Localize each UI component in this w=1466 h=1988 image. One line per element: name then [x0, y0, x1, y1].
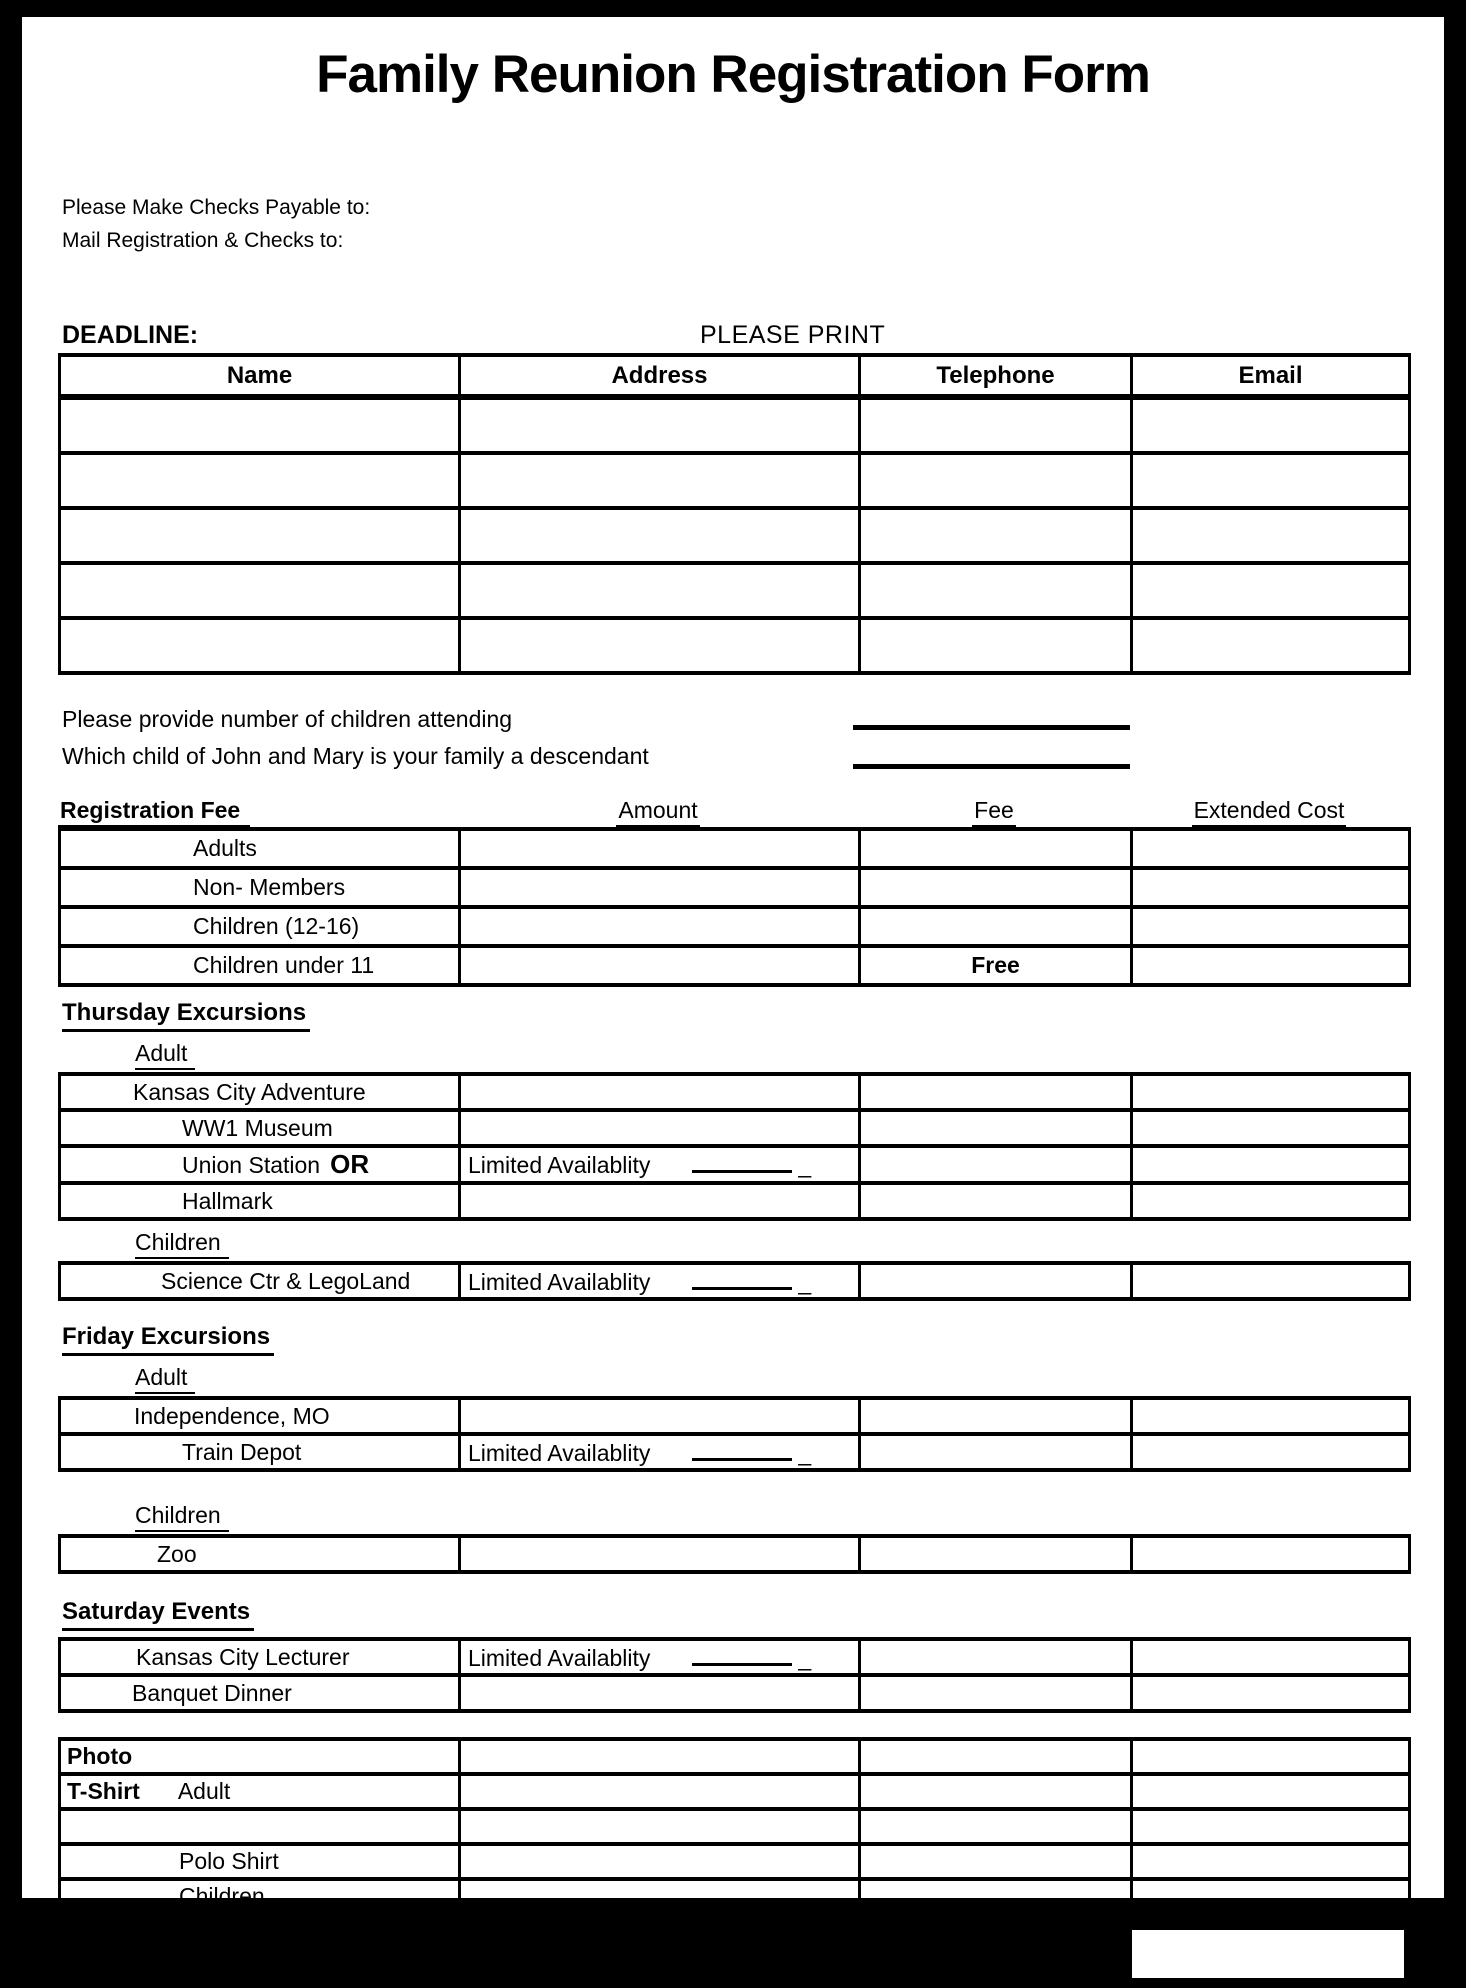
merch-children-label: Children [60, 1879, 460, 1914]
amount-cell[interactable] [460, 1774, 860, 1809]
extended-cost-column-label: Extended Cost [1192, 797, 1347, 827]
amount-cell[interactable] [460, 1809, 860, 1844]
amount-cell[interactable] [460, 1739, 860, 1774]
extended-cost-cell[interactable] [1132, 1809, 1410, 1844]
fee-cell[interactable] [860, 907, 1132, 946]
contact-cell-address[interactable] [460, 453, 860, 508]
amount-cell[interactable] [460, 1844, 860, 1879]
limited-availability-blank[interactable] [692, 1438, 792, 1461]
extended-cost-cell[interactable] [1132, 1639, 1410, 1675]
fee-cell[interactable] [860, 1675, 1132, 1711]
amount-column-label: Amount [616, 797, 699, 827]
limited-availability-note: Limited Availablity _ [460, 1639, 860, 1675]
contact-row [60, 618, 1410, 673]
contact-cell-telephone[interactable] [860, 397, 1132, 453]
excursion-row [60, 1074, 1410, 1110]
excursion-row [60, 1536, 1410, 1572]
contact-cell-telephone[interactable] [860, 618, 1132, 673]
fee-cell[interactable] [860, 829, 1132, 868]
friday-children-table [58, 1534, 1411, 1574]
limited-availability-blank[interactable] [692, 1150, 792, 1173]
polo-shirt-label: Polo Shirt [60, 1844, 460, 1879]
event-row [60, 1675, 1410, 1711]
amount-cell[interactable] [460, 1074, 860, 1110]
fee-cell[interactable] [860, 1739, 1132, 1774]
fee-column-label: Fee [972, 797, 1016, 827]
tshirt-adult-sublabel: Adult [177, 1778, 231, 1804]
registration-fee-section-label: Registration Fee [58, 797, 250, 828]
questions-block [62, 701, 1444, 777]
contact-cell-name[interactable] [60, 563, 460, 618]
extended-cost-cell[interactable] [1132, 1536, 1410, 1572]
fee-cell[interactable] [860, 868, 1132, 907]
children-attending-question: Please provide number of children attending [62, 706, 513, 732]
limited-availability-note: Limited Availablity _ [460, 1146, 860, 1183]
fee-cell[interactable] [860, 1110, 1132, 1146]
limited-availability-blank[interactable] [692, 1643, 792, 1666]
total-box[interactable] [1128, 1926, 1408, 1982]
extended-cost-cell[interactable] [1132, 1183, 1410, 1219]
merch-row [60, 1809, 1410, 1844]
excursion-row [60, 1183, 1410, 1219]
fee-cell[interactable] [860, 1536, 1132, 1572]
intro-block [62, 191, 1444, 257]
amount-cell[interactable] [460, 1536, 860, 1572]
excursion-row-label: WW1 Museum [60, 1110, 460, 1146]
registration-row [60, 907, 1410, 946]
amount-cell[interactable] [460, 1110, 860, 1146]
fee-cell[interactable] [860, 1639, 1132, 1675]
contact-header-telephone: Telephone [860, 355, 1132, 397]
total-label: TOTAL [973, 1934, 1071, 1969]
registration-row-label: Children (12-16) [60, 907, 460, 946]
contact-header-row [60, 355, 1410, 397]
photo-label: Photo [60, 1739, 460, 1774]
descendant-question: Which child of John and Mary is your family a descendant [62, 743, 649, 769]
fee-cell[interactable] [860, 1434, 1132, 1470]
excursion-row-label: Science Ctr & LegoLand [60, 1263, 460, 1299]
contact-row [60, 453, 1410, 508]
fee-cell[interactable] [860, 1146, 1132, 1183]
fee-cell[interactable] [860, 1074, 1132, 1110]
extended-cost-cell[interactable] [1132, 1398, 1410, 1434]
registration-row [60, 829, 1410, 868]
merch-empty-label-cell[interactable] [60, 1809, 460, 1844]
event-row-label: Kansas City Lecturer [60, 1639, 460, 1675]
contact-cell-address[interactable] [460, 397, 860, 453]
friday-excursions-heading: Friday Excursions [62, 1323, 1444, 1356]
fee-cell[interactable] [860, 1844, 1132, 1879]
registration-fee-header [58, 797, 1408, 825]
contact-cell-email[interactable] [1132, 397, 1410, 453]
registration-table [58, 827, 1411, 987]
contact-cell-address[interactable] [460, 563, 860, 618]
contact-cell-email[interactable] [1132, 618, 1410, 673]
registration-row [60, 868, 1410, 907]
deadline-label: DEADLINE: [62, 321, 199, 349]
friday-children-sublabel: Children [135, 1502, 1444, 1532]
excursion-row [60, 1263, 1410, 1299]
contact-header-email: Email [1132, 355, 1410, 397]
excursion-row [60, 1110, 1410, 1146]
merch-row [60, 1879, 1410, 1914]
contact-header-name: Name [60, 355, 460, 397]
contact-cell-name[interactable] [60, 508, 460, 563]
extended-cost-cell[interactable] [1132, 1675, 1410, 1711]
excursion-row-label: Union Station OR [60, 1146, 460, 1183]
fee-cell[interactable] [860, 1263, 1132, 1299]
please-print-label: PLEASE PRINT [700, 321, 886, 349]
extended-cost-cell[interactable] [1132, 1074, 1410, 1110]
thursday-adult-table [58, 1072, 1411, 1221]
limited-availability-note: Limited Availablity _ [460, 1434, 860, 1470]
form-page [22, 17, 1444, 1969]
excursion-row-label: Train Depot [60, 1434, 460, 1470]
extended-cost-cell[interactable] [1132, 1774, 1410, 1809]
or-conjunction: OR [330, 1149, 370, 1179]
contact-cell-name[interactable] [60, 453, 460, 508]
limited-availability-note: Limited Availablity _ [460, 1263, 860, 1299]
merch-row [60, 1774, 1410, 1809]
registration-row-label: Non- Members [60, 868, 460, 907]
total-row [58, 1918, 1408, 1988]
extended-cost-cell[interactable] [1132, 907, 1410, 946]
friday-adult-table [58, 1396, 1411, 1472]
contact-cell-email[interactable] [1132, 508, 1410, 563]
limited-availability-blank[interactable] [692, 1267, 792, 1290]
contact-cell-telephone[interactable] [860, 453, 1132, 508]
extended-cost-cell[interactable] [1132, 829, 1410, 868]
page-title: Family Reunion Registration Form [316, 45, 1150, 104]
fee-cell[interactable] [860, 1879, 1132, 1914]
amount-cell[interactable] [460, 868, 860, 907]
amount-cell[interactable] [460, 1398, 860, 1434]
extended-cost-cell[interactable] [1132, 1844, 1410, 1879]
friday-adult-sublabel: Adult [135, 1364, 1444, 1394]
extended-cost-cell[interactable] [1132, 868, 1410, 907]
extended-cost-cell[interactable] [1132, 1434, 1410, 1470]
extended-cost-cell[interactable] [1132, 1110, 1410, 1146]
excursion-row-label: Zoo [60, 1536, 460, 1572]
fee-cell[interactable] [860, 1809, 1132, 1844]
excursion-row-label: Kansas City Adventure [60, 1074, 460, 1110]
registration-row-label: Adults [60, 829, 460, 868]
thursday-adult-sublabel: Adult [135, 1040, 1444, 1070]
saturday-events-table [58, 1637, 1411, 1713]
amount-cell[interactable] [460, 946, 860, 985]
excursion-row [60, 1434, 1410, 1470]
excursion-row-label: Hallmark [60, 1183, 460, 1219]
fee-cell[interactable] [860, 1398, 1132, 1434]
contact-cell-address[interactable] [460, 508, 860, 563]
excursion-row [60, 1146, 1410, 1183]
thursday-children-sublabel: Children [135, 1229, 1444, 1259]
fee-cell[interactable] [860, 1774, 1132, 1809]
descendant-blank[interactable] [853, 764, 1130, 769]
registration-row-label: Children under 11 [60, 946, 460, 985]
contact-row [60, 397, 1410, 453]
thursday-excursions-heading: Thursday Excursions [62, 999, 1444, 1032]
contact-row [60, 508, 1410, 563]
contact-table [58, 353, 1411, 675]
contact-cell-telephone[interactable] [860, 508, 1132, 563]
free-fee-value: Free [860, 946, 1132, 985]
amount-cell[interactable] [460, 1183, 860, 1219]
event-row-label: Banquet Dinner [60, 1675, 460, 1711]
children-attending-blank[interactable] [853, 725, 1130, 730]
merch-table [58, 1737, 1411, 1916]
extended-cost-cell[interactable] [1132, 1739, 1410, 1774]
thursday-children-table [58, 1261, 1411, 1301]
amount-cell[interactable] [460, 829, 860, 868]
contact-row [60, 563, 1410, 618]
extended-cost-cell[interactable] [1132, 1879, 1410, 1914]
extended-cost-cell[interactable] [1132, 1263, 1410, 1299]
amount-cell[interactable] [460, 907, 860, 946]
tshirt-label: T-Shirt Adult [60, 1774, 460, 1809]
contact-cell-name[interactable] [60, 397, 460, 453]
contact-cell-email[interactable] [1132, 453, 1410, 508]
amount-cell[interactable] [460, 1675, 860, 1711]
merch-row [60, 1844, 1410, 1879]
mail-registration-label: Mail Registration & Checks to: [62, 229, 344, 252]
contact-cell-telephone[interactable] [860, 563, 1132, 618]
deadline-row [62, 321, 1444, 349]
contact-cell-email[interactable] [1132, 563, 1410, 618]
merch-row [60, 1739, 1410, 1774]
event-row [60, 1639, 1410, 1675]
registration-row [60, 946, 1410, 985]
saturday-events-heading: Saturday Events [62, 1598, 1444, 1631]
extended-cost-cell[interactable] [1132, 946, 1410, 985]
excursion-row-label: Independence, MO [60, 1398, 460, 1434]
amount-cell[interactable] [460, 1879, 860, 1914]
contact-cell-name[interactable] [60, 618, 460, 673]
contact-cell-address[interactable] [460, 618, 860, 673]
extended-cost-cell[interactable] [1132, 1146, 1410, 1183]
checks-payable-label: Please Make Checks Payable to: [62, 196, 371, 219]
contact-header-address: Address [460, 355, 860, 397]
excursion-row [60, 1398, 1410, 1434]
fee-cell[interactable] [860, 1183, 1132, 1219]
